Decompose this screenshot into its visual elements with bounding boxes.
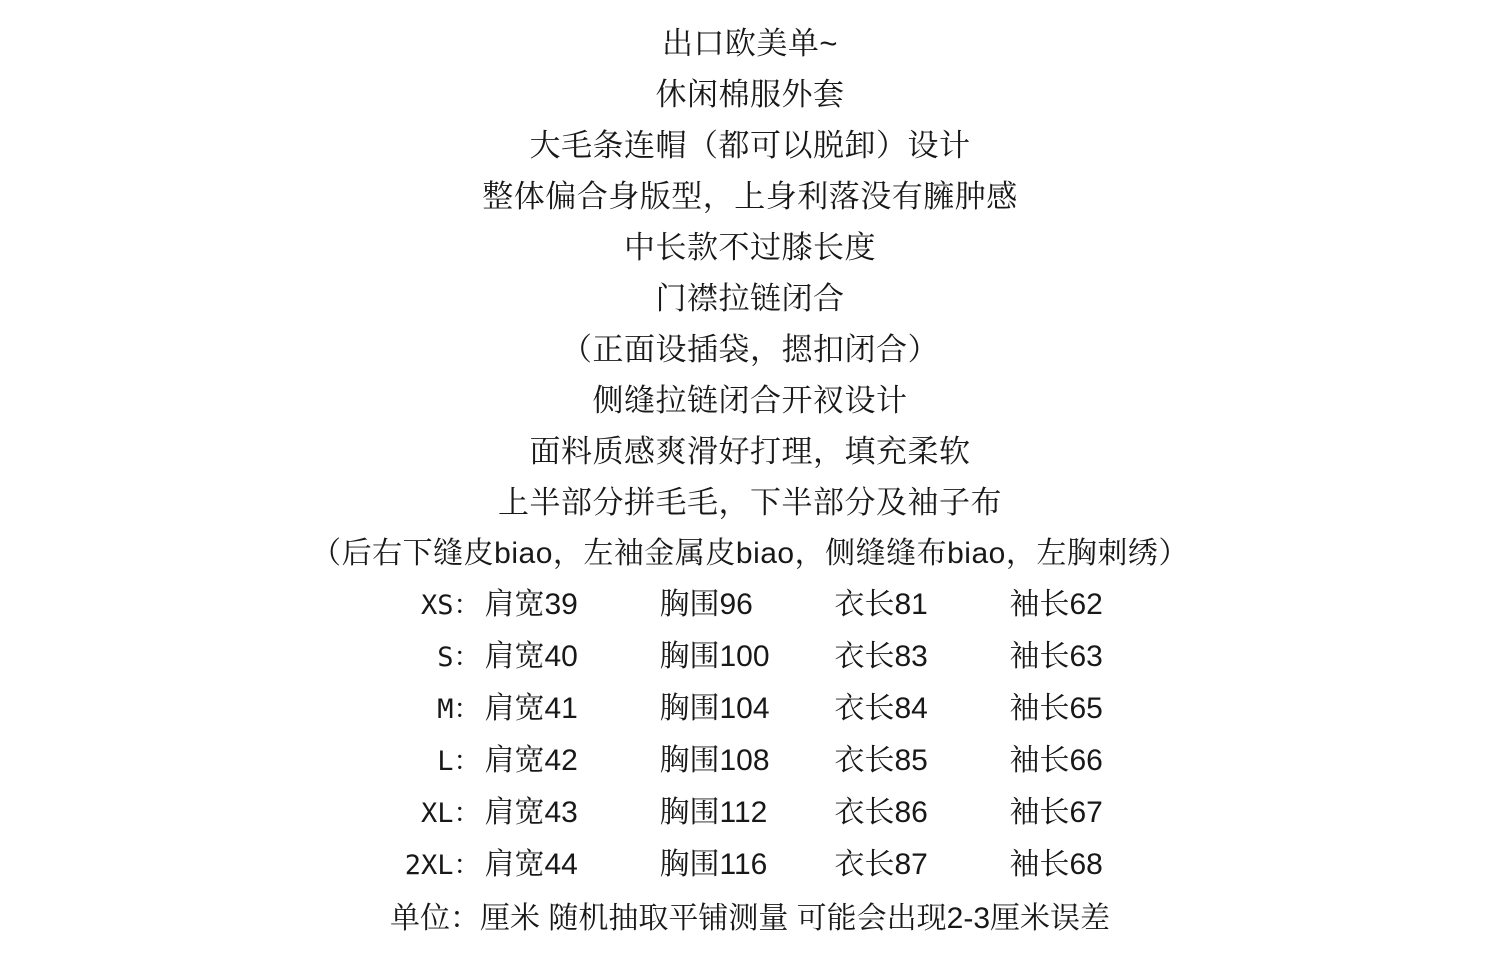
size-shoulder-xl: 肩宽43 (484, 796, 578, 829)
size-length-s: 衣长83 (834, 640, 928, 673)
size-length-l: 衣长85 (834, 744, 928, 777)
description-line-labels: （后右下缝皮biao，左袖金属皮biao，侧缝缝布biao，左胸刺绣） (311, 537, 1189, 570)
size-row-2xl (0, 839, 1500, 891)
description-line-materials: 上半部分拼毛毛，下半部分及袖子布 (498, 485, 1002, 520)
size-label-2xl: 2XL： (404, 850, 481, 881)
size-row-l (0, 735, 1500, 787)
measurement-note: 单位：厘米 随机抽取平铺测量 可能会出现2-3厘米误差 (389, 902, 1111, 935)
size-sleeve-l: 袖长66 (1009, 744, 1103, 777)
size-shoulder-s: 肩宽40 (484, 640, 578, 673)
description-line-length: 中长款不过膝长度 (624, 230, 876, 265)
size-bust-xl: 胸围112 (659, 796, 768, 829)
size-row-s (0, 631, 1500, 683)
size-row-xs (0, 579, 1500, 631)
size-bust-xs: 胸围96 (659, 588, 753, 621)
description-line-pocket: （正面设插袋，摁扣闭合） (561, 332, 939, 367)
description-line-hood: 大毛条连帽（都可以脱卸）设计 (529, 128, 971, 163)
description-line-product: 休闲棉服外套 (655, 77, 845, 112)
size-sleeve-xs: 袖长62 (1009, 588, 1103, 621)
size-bust-l: 胸围108 (659, 744, 770, 777)
size-length-m: 衣长84 (834, 692, 928, 725)
size-sleeve-m: 袖长65 (1009, 692, 1103, 725)
size-row-xl (0, 787, 1500, 839)
description-line-zipper: 门襟拉链闭合 (655, 281, 845, 316)
size-bust-m: 胸围104 (659, 692, 770, 725)
size-length-xs: 衣长81 (834, 588, 928, 621)
size-shoulder-m: 肩宽41 (484, 692, 578, 725)
description-line-title: 出口欧美单~ (661, 26, 839, 61)
size-row-m (0, 683, 1500, 735)
size-shoulder-l: 肩宽42 (484, 744, 578, 777)
size-sleeve-s: 袖长63 (1009, 640, 1103, 673)
size-length-2xl: 衣长87 (834, 848, 928, 881)
size-shoulder-xs: 肩宽39 (484, 588, 578, 621)
size-label-xs: XS： (420, 590, 481, 621)
description-line-side-slit: 侧缝拉链闭合开衩设计 (592, 383, 908, 418)
size-sleeve-2xl: 袖长68 (1009, 848, 1103, 881)
size-label-xl: XL： (420, 798, 481, 829)
size-sleeve-xl: 袖长67 (1009, 796, 1103, 829)
size-label-m: M： (437, 694, 481, 725)
description-line-fit: 整体偏合身版型，上身利落没有臃肿感 (482, 179, 1018, 214)
size-bust-s: 胸围100 (659, 640, 770, 673)
size-label-s: S： (437, 642, 481, 673)
size-length-xl: 衣长86 (834, 796, 928, 829)
size-label-l: L： (437, 746, 481, 777)
size-shoulder-2xl: 肩宽44 (484, 848, 578, 881)
description-line-fabric: 面料质感爽滑好打理，填充柔软 (529, 434, 971, 469)
size-bust-2xl: 胸围116 (659, 848, 768, 881)
